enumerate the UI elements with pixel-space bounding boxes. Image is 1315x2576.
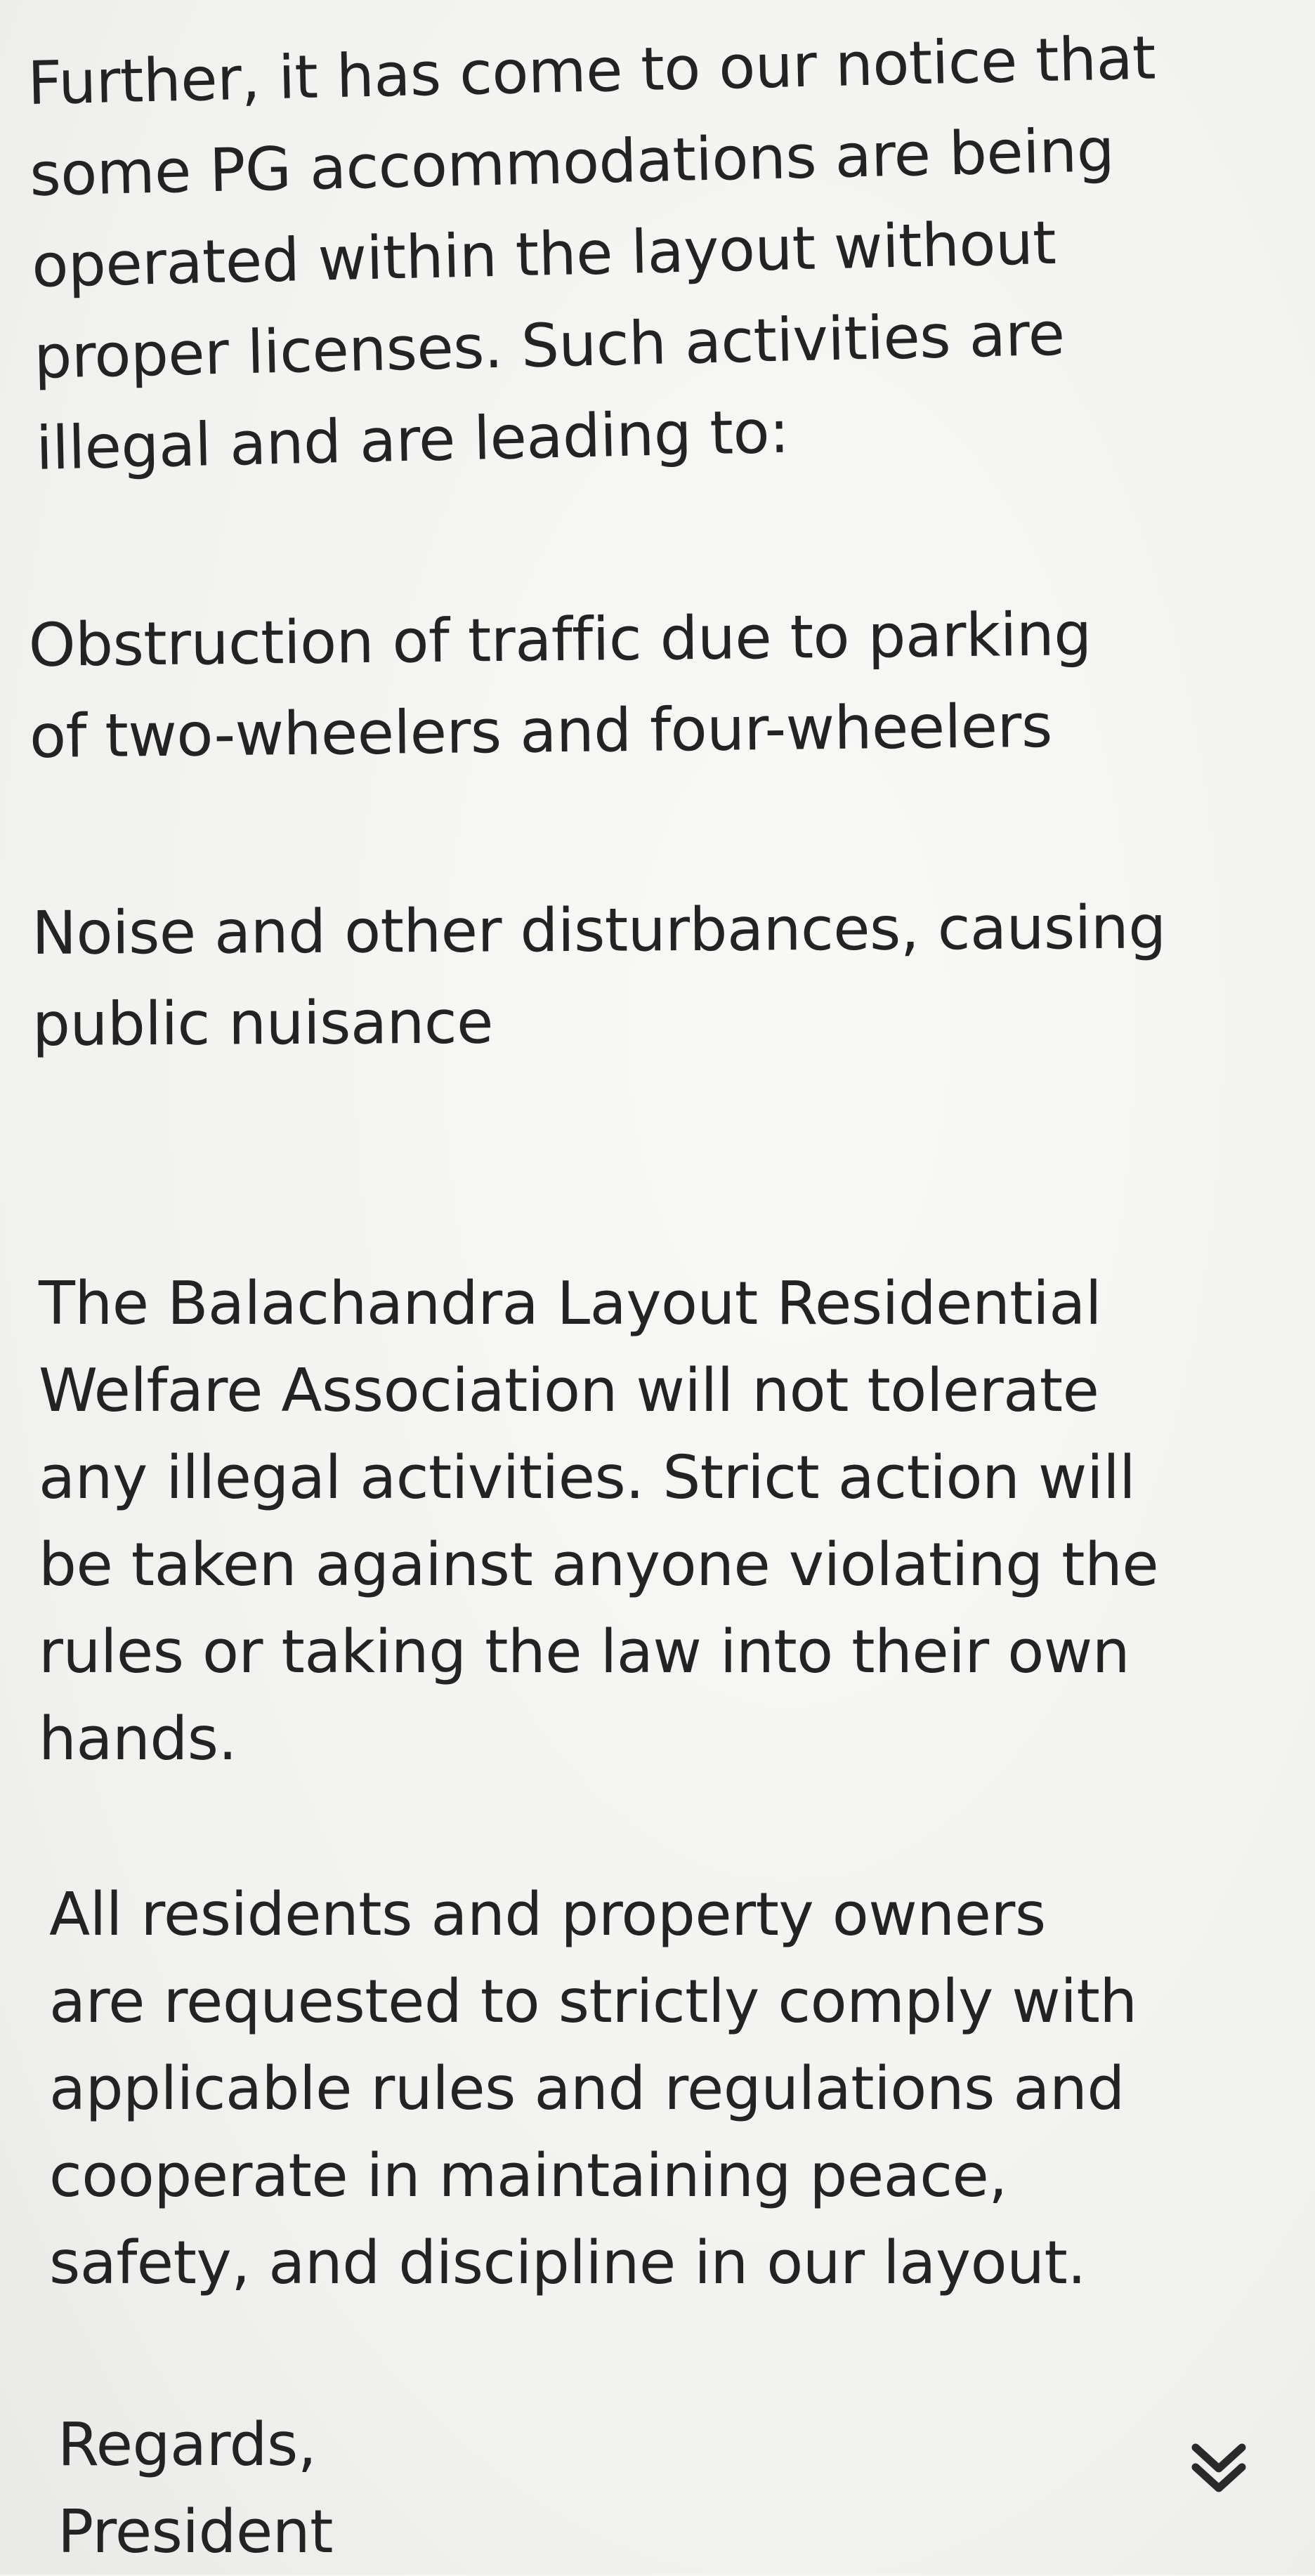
scroll-down-button[interactable]: [1180, 2426, 1257, 2504]
double-chevron-down-icon: [1180, 2426, 1257, 2504]
text-line: safety, and discipline in our layout.: [49, 2228, 1086, 2298]
text-line: proper licenses. Such activities are: [33, 299, 1066, 393]
text-line: All residents and property owners: [49, 1880, 1046, 1950]
text-line: President: [58, 2497, 333, 2567]
text-line: operated within the layout without: [31, 208, 1057, 301]
notice-item-traffic: [28, 589, 1093, 783]
text-line: Regards,: [58, 2410, 317, 2480]
text-line: Welfare Association will not tolerate: [39, 1356, 1099, 1426]
text-line: of two-wheelers and four-wheelers: [29, 691, 1053, 772]
text-line: any illegal activities. Strict action will: [39, 1443, 1136, 1513]
notice-paragraph-request: [49, 1872, 1137, 2307]
text-line: The Balachandra Layout Residential: [39, 1269, 1101, 1339]
text-line: hands.: [39, 1704, 237, 1774]
text-line: some PG accommodations are being: [29, 115, 1116, 210]
text-line: applicable rules and regulations and: [49, 2054, 1125, 2124]
text-line: rules or taking the law into their own: [39, 1617, 1130, 1687]
notice-item-noise: [32, 883, 1167, 1071]
text-line: Obstruction of traffic due to parking: [28, 600, 1092, 681]
text-line: cooperate in maintaining peace,: [49, 2141, 1007, 2211]
notice-paragraph-intro: [27, 13, 1165, 495]
text-line: be taken against anyone violating the: [39, 1530, 1159, 1600]
text-line: Noise and other disturbances, causing: [32, 893, 1166, 968]
text-line: are requested to strictly comply with: [49, 1967, 1137, 2037]
notice-paragraph-warning: [39, 1261, 1158, 1783]
text-line: illegal and are leading to:: [35, 397, 790, 484]
notice-signoff: [58, 2402, 333, 2576]
text-line: public nuisance: [32, 987, 494, 1060]
text-line: Further, it has come to our notice that: [27, 23, 1156, 119]
